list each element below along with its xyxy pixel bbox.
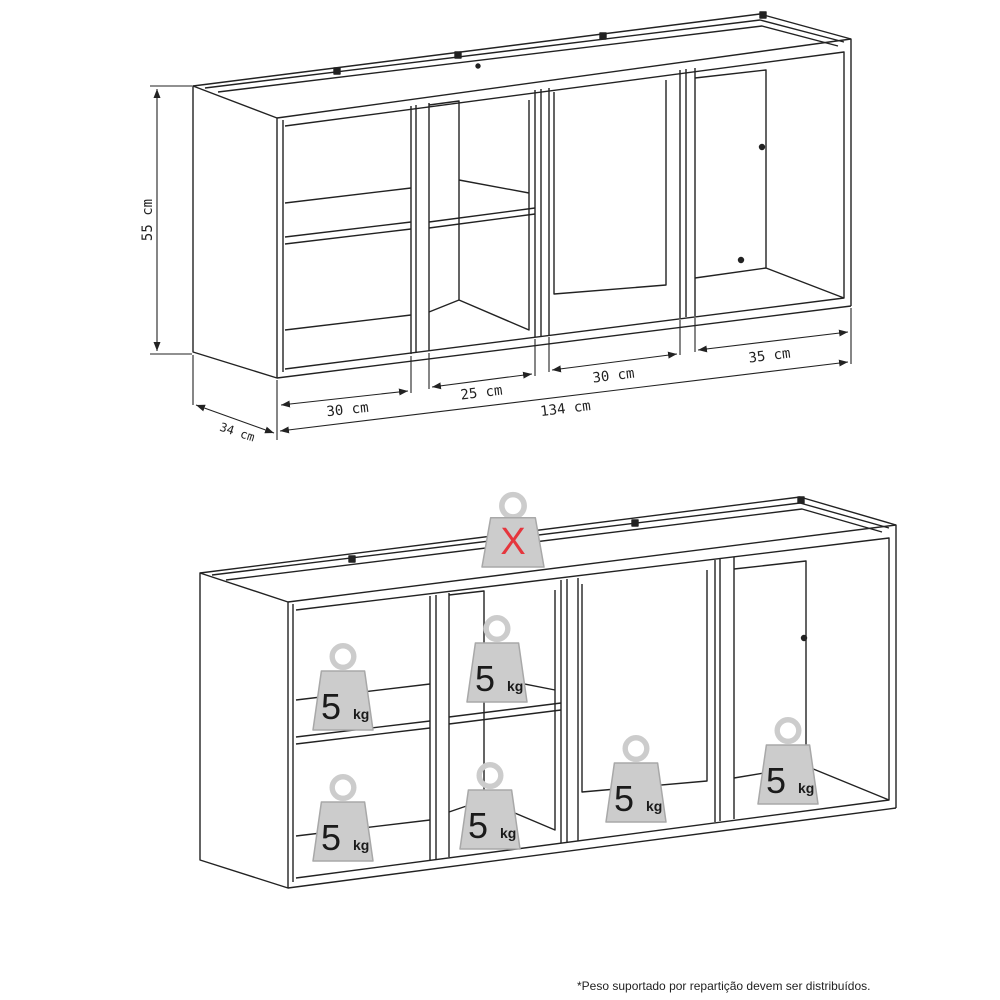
weight-value: 5 bbox=[474, 658, 496, 699]
cabinet-dimensions-view bbox=[193, 12, 851, 378]
weight-unit: kg bbox=[353, 706, 370, 722]
total-width-label: 134 cm bbox=[539, 398, 592, 421]
weight-icon bbox=[606, 738, 666, 822]
weight-icon bbox=[460, 765, 520, 849]
weight-icon bbox=[758, 720, 818, 804]
section-1-label: 30 cm bbox=[325, 399, 370, 421]
shelf-section-2 bbox=[429, 208, 535, 222]
weight-unit: kg bbox=[798, 780, 815, 796]
weight-value: 5 bbox=[467, 805, 489, 846]
cabinet-side-panel-2 bbox=[200, 573, 288, 888]
section-3-label: 30 cm bbox=[591, 365, 636, 387]
weight-unit: kg bbox=[500, 825, 517, 841]
height-label: 55 cm bbox=[140, 198, 156, 242]
cabinet-top-edge bbox=[193, 14, 851, 306]
total-width-dimension-line bbox=[280, 362, 848, 431]
shelf-section-1 bbox=[285, 222, 411, 237]
no-load-mark: X bbox=[500, 521, 526, 563]
depth-label: 34 cm bbox=[217, 419, 257, 445]
weight-value: 5 bbox=[320, 686, 342, 727]
weight-icon bbox=[467, 618, 527, 702]
dimension-labels bbox=[140, 199, 791, 445]
weight-unit: kg bbox=[353, 837, 370, 853]
weight-unit: kg bbox=[507, 678, 524, 694]
cabinet-load-view bbox=[200, 497, 896, 888]
no-load-weight-icon bbox=[482, 495, 544, 567]
weight-value: 5 bbox=[613, 778, 635, 819]
weight-unit: kg bbox=[646, 798, 663, 814]
weight-value: 5 bbox=[320, 817, 342, 858]
section-2-label: 25 cm bbox=[459, 382, 504, 404]
section-4-label: 35 cm bbox=[747, 345, 792, 367]
weight-icon bbox=[313, 777, 373, 861]
weight-icon bbox=[313, 646, 373, 730]
weight-value: 5 bbox=[765, 760, 787, 801]
cabinet-side-panel bbox=[193, 86, 277, 378]
footnote: *Peso suportado por repartição devem ser distribuídos. bbox=[577, 979, 871, 993]
